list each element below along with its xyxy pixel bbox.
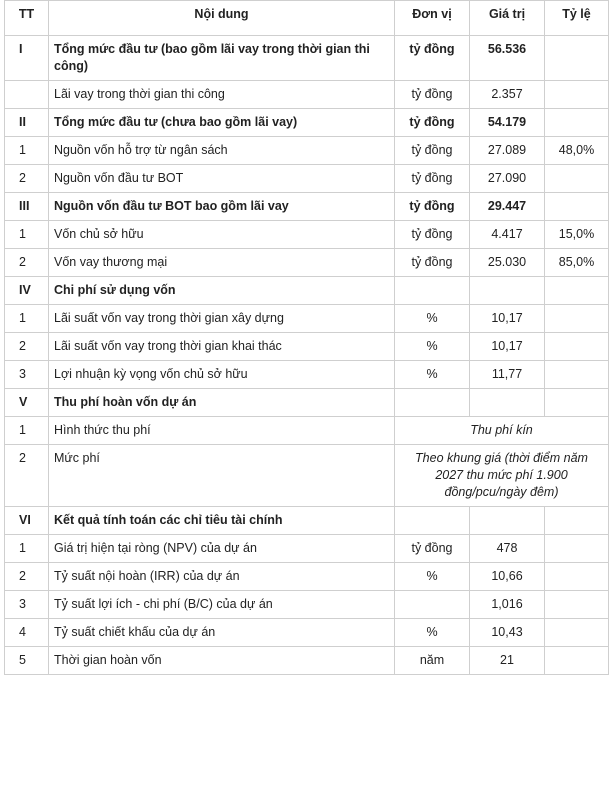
table-header-row xyxy=(5,1,609,36)
table-row xyxy=(5,81,609,109)
row-unit xyxy=(395,277,470,305)
table-row xyxy=(5,36,609,81)
row-content: Tỷ suất lợi ích - chi phí (B/C) của dự án xyxy=(49,591,395,619)
row-number: V xyxy=(5,389,49,417)
row-number: 2 xyxy=(5,445,49,507)
row-number: 1 xyxy=(5,535,49,563)
row-value: 54.179 xyxy=(470,109,545,137)
row-content: Tỷ suất chiết khấu của dự án xyxy=(49,619,395,647)
row-number: II xyxy=(5,109,49,137)
table-row xyxy=(5,507,609,535)
row-value: 10,66 xyxy=(470,563,545,591)
row-unit xyxy=(395,389,470,417)
table-row xyxy=(5,591,609,619)
row-value: 4.417 xyxy=(470,221,545,249)
table-row xyxy=(5,305,609,333)
row-unit: tỷ đồng xyxy=(395,249,470,277)
row-unit: tỷ đồng xyxy=(395,193,470,221)
row-content: Vốn vay thương mại xyxy=(49,249,395,277)
table-row xyxy=(5,647,609,675)
row-ratio xyxy=(545,361,609,389)
row-number: 2 xyxy=(5,249,49,277)
row-value xyxy=(470,507,545,535)
row-value: 10,43 xyxy=(470,619,545,647)
row-value: 2.357 xyxy=(470,81,545,109)
row-unit xyxy=(395,591,470,619)
table-body xyxy=(5,36,609,675)
row-ratio: 85,0% xyxy=(545,249,609,277)
header-value: Giá trị xyxy=(470,1,545,36)
row-content: Mức phí xyxy=(49,445,395,507)
row-content: Thu phí hoàn vốn dự án xyxy=(49,389,395,417)
row-number: VI xyxy=(5,507,49,535)
row-number: 1 xyxy=(5,305,49,333)
row-unit: tỷ đồng xyxy=(395,109,470,137)
row-number: IV xyxy=(5,277,49,305)
row-value: 1,016 xyxy=(470,591,545,619)
row-content: Vốn chủ sở hữu xyxy=(49,221,395,249)
row-content: Tỷ suất nội hoàn (IRR) của dự án xyxy=(49,563,395,591)
row-number: 1 xyxy=(5,417,49,445)
row-value: 56.536 xyxy=(470,36,545,81)
row-value: 10,17 xyxy=(470,333,545,361)
merged-value: Theo khung giá (thời điểm năm 2027 thu mức phí 1.900 đồng/pcu/ngày đêm) xyxy=(395,445,609,507)
row-content: Lãi suất vốn vay trong thời gian khai thác xyxy=(49,333,395,361)
row-content: Lãi vay trong thời gian thi công xyxy=(49,81,395,109)
table-row xyxy=(5,165,609,193)
row-unit: % xyxy=(395,333,470,361)
table-row xyxy=(5,277,609,305)
row-ratio xyxy=(545,333,609,361)
row-number: 5 xyxy=(5,647,49,675)
row-content: Lợi nhuận kỳ vọng vốn chủ sở hữu xyxy=(49,361,395,389)
row-number: III xyxy=(5,193,49,221)
row-value: 27.090 xyxy=(470,165,545,193)
row-number: 2 xyxy=(5,563,49,591)
row-ratio xyxy=(545,81,609,109)
row-content: Nguồn vốn đầu tư BOT xyxy=(49,165,395,193)
table-row xyxy=(5,619,609,647)
row-number: 1 xyxy=(5,221,49,249)
row-number: 3 xyxy=(5,361,49,389)
row-content: Giá trị hiện tại ròng (NPV) của dự án xyxy=(49,535,395,563)
header-tt: TT xyxy=(5,1,49,36)
row-ratio xyxy=(545,507,609,535)
row-content: Nguồn vốn đầu tư BOT bao gồm lãi vay xyxy=(49,193,395,221)
row-unit: tỷ đồng xyxy=(395,535,470,563)
row-ratio xyxy=(545,389,609,417)
row-ratio xyxy=(545,591,609,619)
row-value: 478 xyxy=(470,535,545,563)
table-row xyxy=(5,221,609,249)
row-value: 29.447 xyxy=(470,193,545,221)
row-unit: % xyxy=(395,619,470,647)
table-row xyxy=(5,333,609,361)
row-ratio xyxy=(545,305,609,333)
table-row xyxy=(5,109,609,137)
row-ratio: 15,0% xyxy=(545,221,609,249)
row-number: 4 xyxy=(5,619,49,647)
row-unit: tỷ đồng xyxy=(395,221,470,249)
row-content: Nguồn vốn hỗ trợ từ ngân sách xyxy=(49,137,395,165)
row-unit: tỷ đồng xyxy=(395,81,470,109)
table-row xyxy=(5,563,609,591)
row-unit: % xyxy=(395,305,470,333)
row-value xyxy=(470,277,545,305)
row-content: Thời gian hoàn vốn xyxy=(49,647,395,675)
table-row xyxy=(5,249,609,277)
row-ratio xyxy=(545,619,609,647)
table-row xyxy=(5,137,609,165)
table-row xyxy=(5,445,609,507)
row-ratio xyxy=(545,36,609,81)
row-unit: % xyxy=(395,563,470,591)
header-content: Nội dung xyxy=(49,1,395,36)
row-value: 11,77 xyxy=(470,361,545,389)
row-value: 21 xyxy=(470,647,545,675)
row-ratio xyxy=(545,193,609,221)
row-number: 2 xyxy=(5,333,49,361)
row-unit: tỷ đồng xyxy=(395,137,470,165)
table-row xyxy=(5,389,609,417)
row-ratio xyxy=(545,647,609,675)
row-ratio xyxy=(545,109,609,137)
row-unit xyxy=(395,507,470,535)
row-number xyxy=(5,81,49,109)
row-number: 2 xyxy=(5,165,49,193)
row-content: Tổng mức đầu tư (bao gồm lãi vay trong thời gian thi công) xyxy=(49,36,395,81)
row-unit: năm xyxy=(395,647,470,675)
row-unit: tỷ đồng xyxy=(395,165,470,193)
row-value: 25.030 xyxy=(470,249,545,277)
row-value xyxy=(470,389,545,417)
row-ratio xyxy=(545,277,609,305)
row-number: 1 xyxy=(5,137,49,165)
row-content: Kết quả tính toán các chỉ tiêu tài chính xyxy=(49,507,395,535)
row-value: 27.089 xyxy=(470,137,545,165)
header-ratio: Tỷ lệ xyxy=(545,1,609,36)
financial-indicators-table xyxy=(4,0,609,675)
row-ratio xyxy=(545,563,609,591)
row-unit: tỷ đồng xyxy=(395,36,470,81)
table-row xyxy=(5,361,609,389)
row-content: Tổng mức đầu tư (chưa bao gồm lãi vay) xyxy=(49,109,395,137)
row-unit: % xyxy=(395,361,470,389)
row-content: Chi phí sử dụng vốn xyxy=(49,277,395,305)
table-row xyxy=(5,417,609,445)
row-value: 10,17 xyxy=(470,305,545,333)
row-content: Hình thức thu phí xyxy=(49,417,395,445)
header-unit: Đơn vị xyxy=(395,1,470,36)
row-number: 3 xyxy=(5,591,49,619)
row-content: Lãi suất vốn vay trong thời gian xây dựng xyxy=(49,305,395,333)
row-ratio: 48,0% xyxy=(545,137,609,165)
table-row xyxy=(5,193,609,221)
row-number: I xyxy=(5,36,49,81)
merged-value: Thu phí kín xyxy=(395,417,609,445)
row-ratio xyxy=(545,165,609,193)
table-row xyxy=(5,535,609,563)
row-ratio xyxy=(545,535,609,563)
